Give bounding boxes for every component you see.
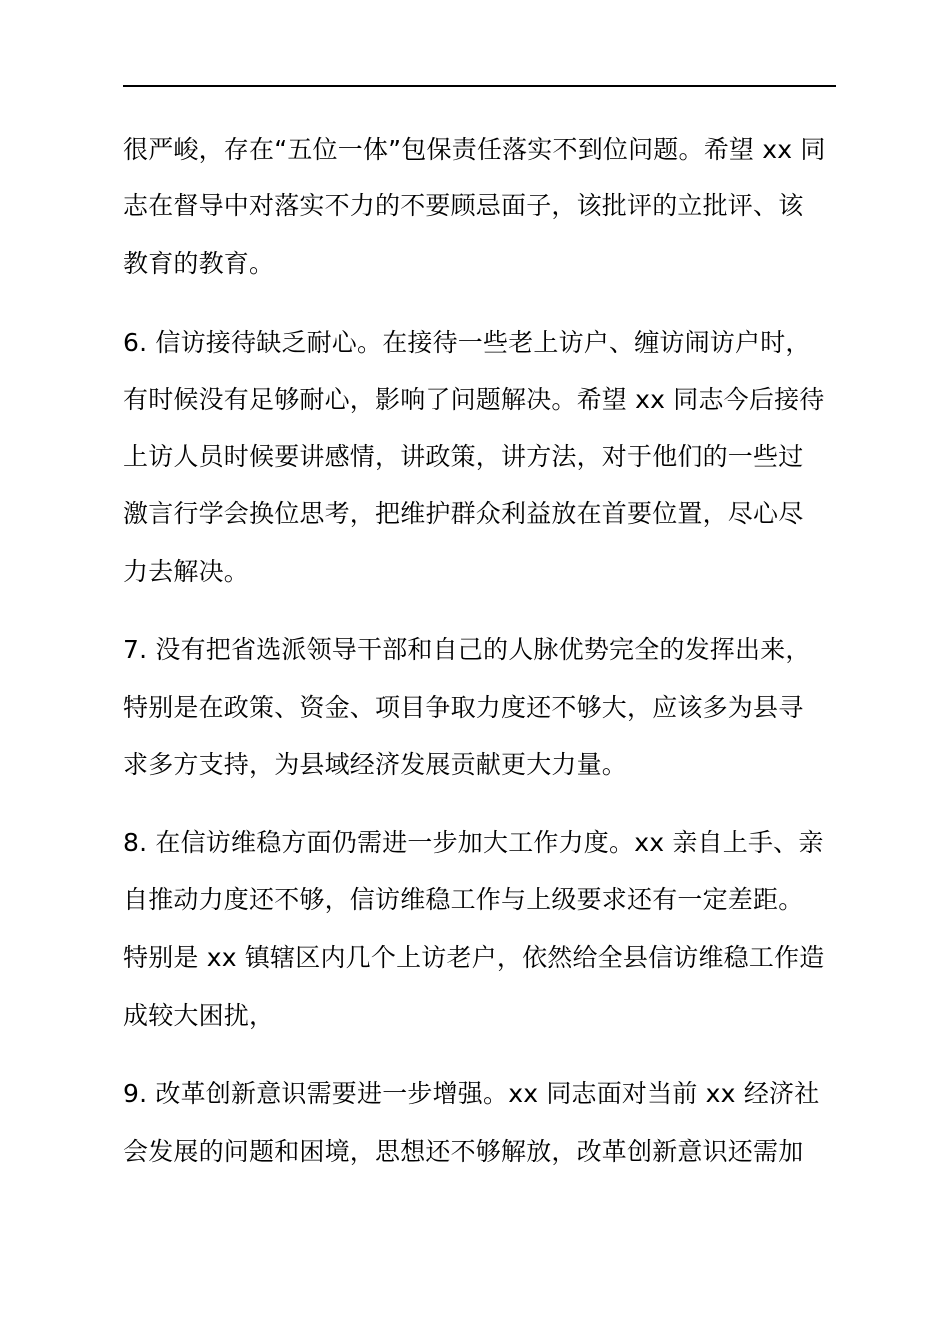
text-line: 求多方支持，为县域经济发展贡献更大力量。 <box>123 750 628 779</box>
text-line: 8. 在信访维稳方面仍需进一步加大工作力度。xx 亲自上手、亲 <box>123 828 824 857</box>
text-line: 成较大困扰， <box>123 1001 275 1030</box>
text-line: 自推动力度还不够，信访维稳工作与上级要求还有一定差距。 <box>123 885 804 914</box>
text-line: 特别是 xx 镇辖区内几个上访老户，依然给全县信访维稳工作造 <box>123 943 825 972</box>
text-line: 特别是在政策、资金、项目争取力度还不够大，应该多为县寻 <box>123 693 804 722</box>
text-line: 激言行学会换位思考，把维护群众利益放在首要位置，尽心尽 <box>123 499 804 528</box>
text-line: 上访人员时候要讲感情，讲政策，讲方法，对于他们的一些过 <box>123 442 804 471</box>
text-line: 会发展的问题和困境，思想还不够解放，改革创新意识还需加 <box>123 1137 804 1166</box>
text-line: 有时候没有足够耐心，影响了问题解决。希望 xx 同志今后接待 <box>123 385 825 414</box>
header-rule <box>123 85 836 87</box>
text-line: 教育的教育。 <box>123 249 275 278</box>
text-line: 9. 改革创新意识需要进一步增强。xx 同志面对当前 xx 经济社 <box>123 1079 820 1108</box>
text-line: 力去解决。 <box>123 557 250 586</box>
text-line: 7. 没有把省选派领导干部和自己的人脉优势完全的发挥出来， <box>123 635 811 664</box>
text-line: 志在督导中对落实不力的不要顾忌面子，该批评的立批评、该 <box>123 191 804 220</box>
text-line: 很严峻，存在“五位一体”包保责任落实不到位问题。希望 xx 同 <box>123 135 826 164</box>
text-line: 6. 信访接待缺乏耐心。在接待一些老上访户、缠访闹访户时， <box>123 328 811 357</box>
